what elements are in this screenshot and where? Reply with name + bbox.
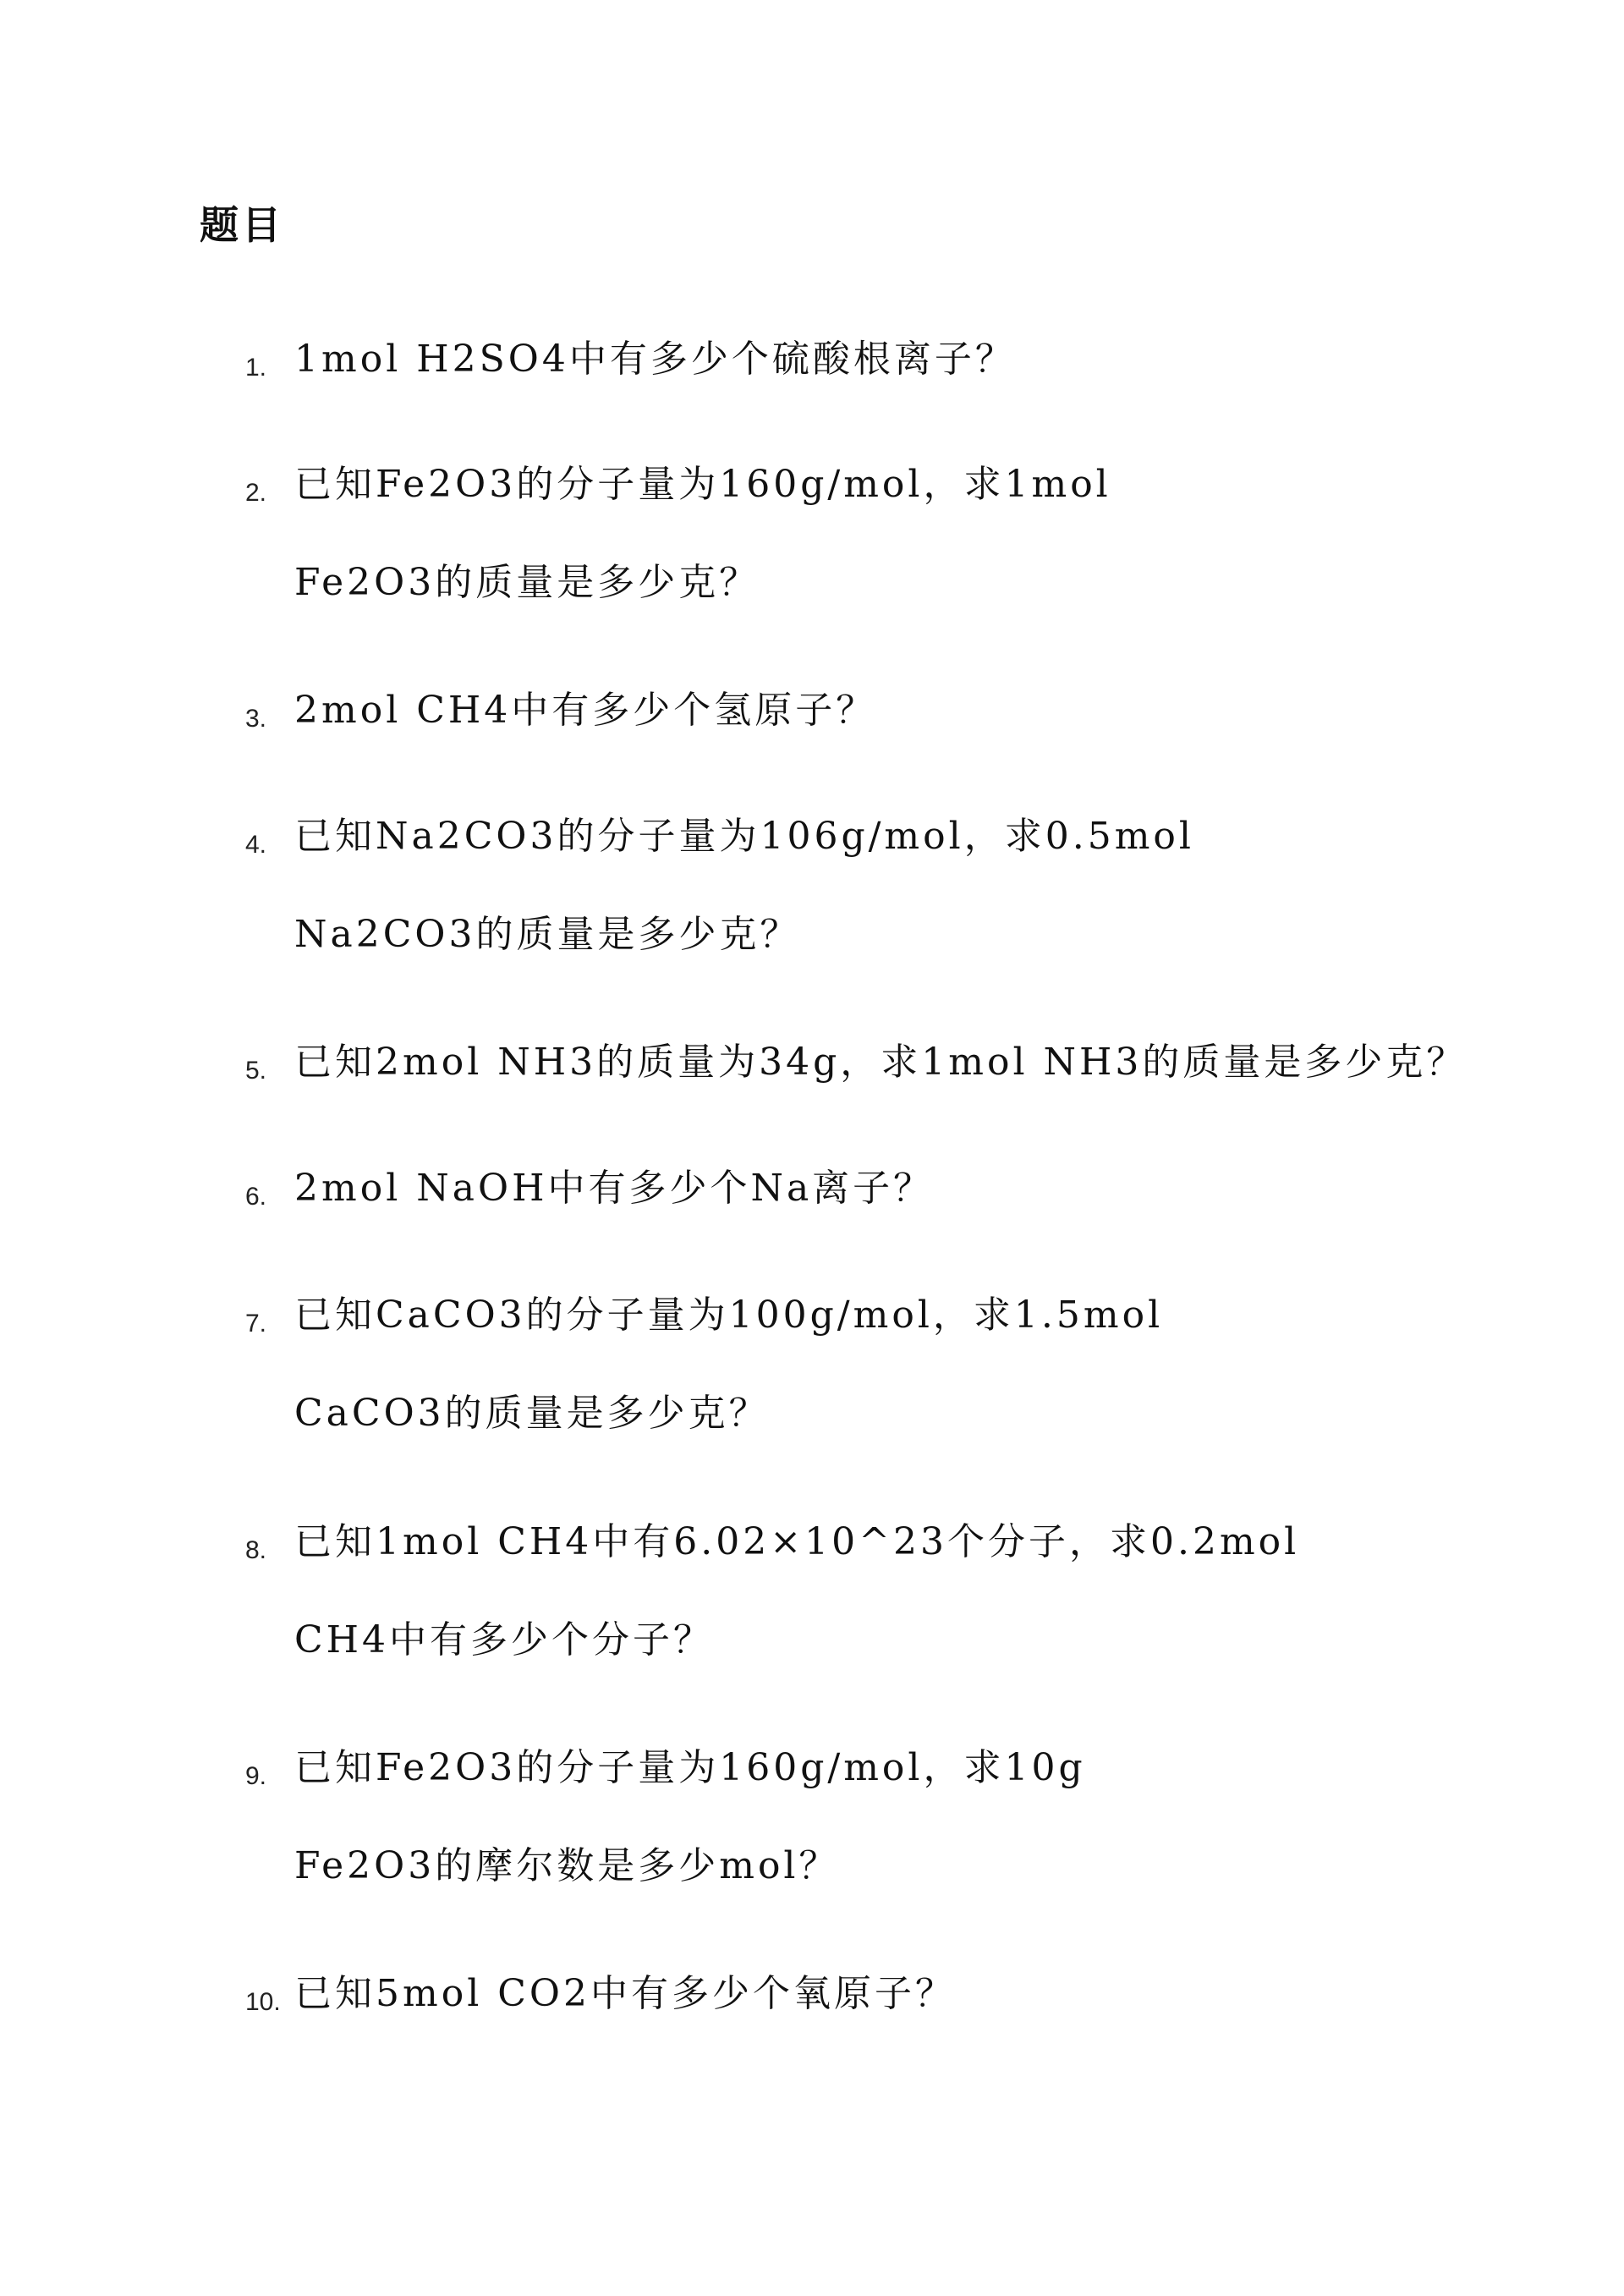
question-line: Fe2O3的摩尔数是多少mol？ <box>294 1844 840 1887</box>
question-line: 已知5mol CO2中有多少个氧原子？ <box>294 1972 956 2015</box>
question-line: 1mol H2SO4中有多少个硫酸根离子？ <box>294 338 1016 381</box>
question-number: 1. <box>245 354 267 382</box>
question-text <box>294 1973 1411 2071</box>
question-line: 2mol CH4中有多少个氢原子？ <box>294 689 877 732</box>
question-text <box>294 816 1411 1012</box>
question-text <box>294 1041 1468 1140</box>
question-line: CaCO3的质量是多少克？ <box>294 1392 770 1435</box>
question-line: Na2CO3的质量是多少克？ <box>294 913 801 956</box>
question-line: 已知2mol NH3的质量为34g，求1mol NH3的质量是多少克？ <box>294 1041 1468 1084</box>
question-text <box>294 338 1411 437</box>
question-number: 2. <box>245 479 267 507</box>
question-line: CH4中有多少个分子？ <box>294 1618 715 1662</box>
question-line: 已知Na2CO3的分子量为106g/mol，求0.5mol <box>294 815 1194 858</box>
question-text <box>294 464 1411 660</box>
question-number: 8. <box>245 1536 267 1564</box>
question-number: 9. <box>245 1762 267 1790</box>
question-line: 已知Fe2O3的分子量为160g/mol，求1mol <box>294 463 1111 506</box>
page-title: 题目 <box>200 202 284 248</box>
question-number: 6. <box>245 1183 267 1211</box>
question-text <box>294 1521 1411 1717</box>
question-line: 已知CaCO3的分子量为100g/mol，求1.5mol <box>294 1294 1164 1337</box>
question-number: 3. <box>245 705 267 733</box>
question-number: 7. <box>245 1310 267 1338</box>
question-number: 4. <box>245 831 267 859</box>
question-number: 5. <box>245 1057 267 1085</box>
question-text <box>294 1747 1411 1943</box>
question-line: Fe2O3的质量是多少克？ <box>294 561 760 604</box>
question-number: 10. <box>245 1988 281 2016</box>
question-text <box>294 689 1411 788</box>
question-text <box>294 1167 1411 1266</box>
question-line: 已知1mol CH4中有6.02×10^23个分子，求0.2mol <box>294 1520 1300 1563</box>
question-text <box>294 1294 1411 1491</box>
question-line: 已知Fe2O3的分子量为160g/mol，求10g <box>294 1746 1086 1789</box>
question-line: 2mol NaOH中有多少个Na离子？ <box>294 1167 935 1210</box>
